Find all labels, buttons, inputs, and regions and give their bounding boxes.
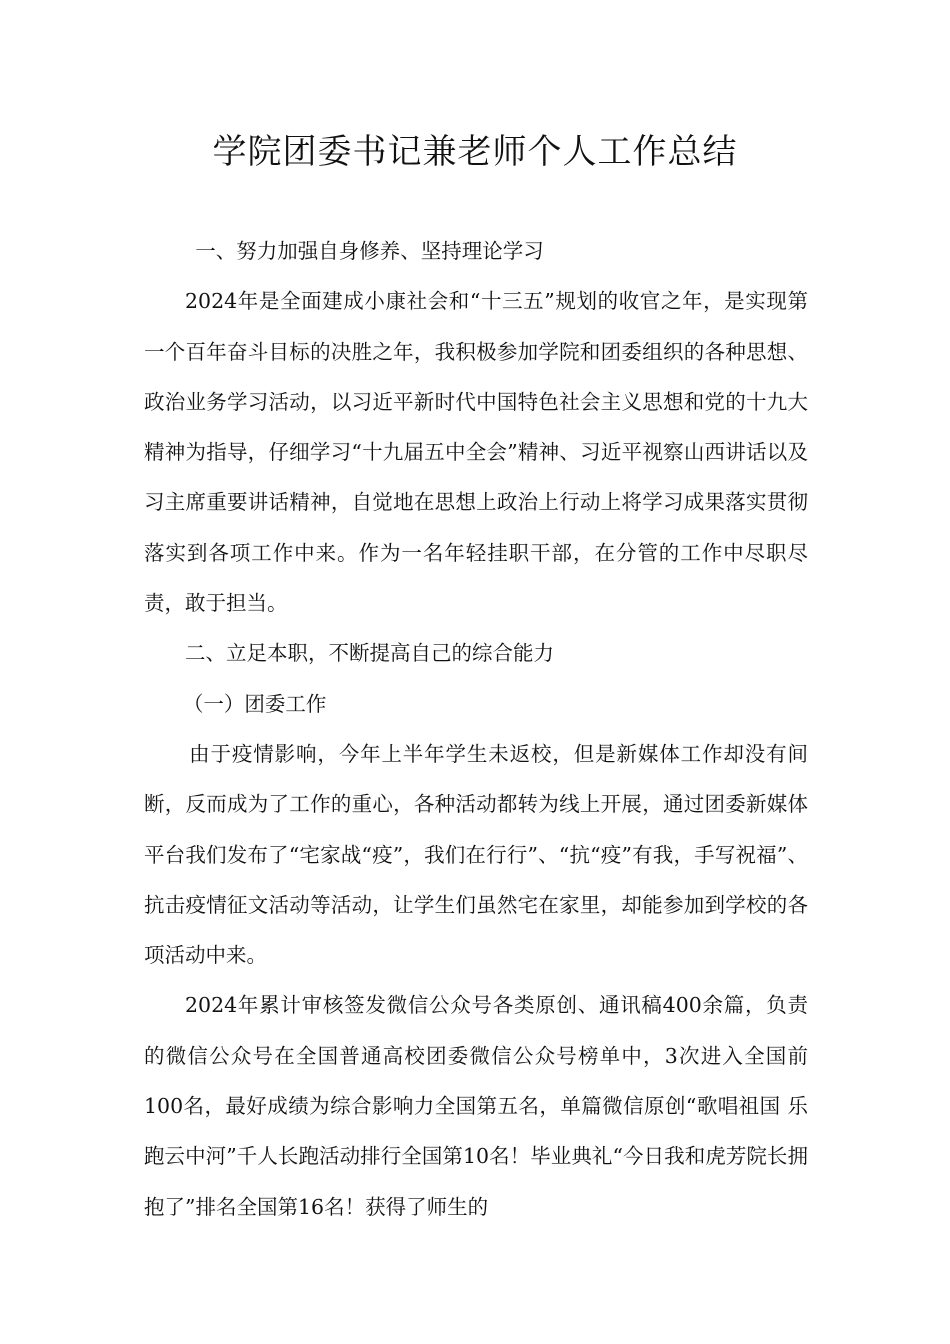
subsection-heading-1: （一）团委工作 [182, 691, 327, 716]
paragraph-new-media: 由于疫情影响，今年上半年学生未返校，但是新媒体工作却没有间断，反而成为了工作的重心，各种活动都转为线上开展，通过团委新媒体平台我们发布了“宅家战“疫”，我们在行行”、“抗“疫”有我，手写祝福”、抗击疫情征文活动等活动，让学生们虽然宅在家里，却能参加到学校的各项活动中来。 [144, 741, 808, 968]
paragraph-theory-study: 2024年是全面建成小康社会和“十三五”规划的收官之年，是实现第一个百年奋斗目标的决胜之年，我积极参加学院和团委组织的各种思想、政治业务学习活动，以习近平新时代中国特色社会主义思想和党的十九大精神为指导，仔细学习“十九届五中全会”精神、习近平视察山西讲话以及习主席重要讲话精神，自觉地在思想上政治上行动上将学习成果落实贯彻落实到各项工作中来。作为一名年轻挂职干部，在分管的工作中尽职尽责，敢于担当。 [144, 289, 808, 616]
section-heading-2: 二、立足本职，不断提高自己的综合能力 [185, 641, 554, 666]
document-title: 学院团委书记兼老师个人工作总结 [212, 132, 738, 172]
section-heading-1: 一、努力加强自身修养、坚持理论学习 [195, 239, 544, 263]
paragraph-wechat-stats: 2024年累计审核签发微信公众号各类原创、通讯稿400余篇，负责的微信公众号在全国普通高校团委微信公众号榜单中，3次进入全国前100名，最好成绩为综合影响力全国第五名，单篇微信原创“歌唱祖国 乐跑云中河”千人长跑活动排行全国第10名！毕业典礼“今日我和虎芳院长拥抱了”排名全国第16名！获得了师生的 [144, 993, 808, 1219]
document-body [144, 226, 808, 1232]
